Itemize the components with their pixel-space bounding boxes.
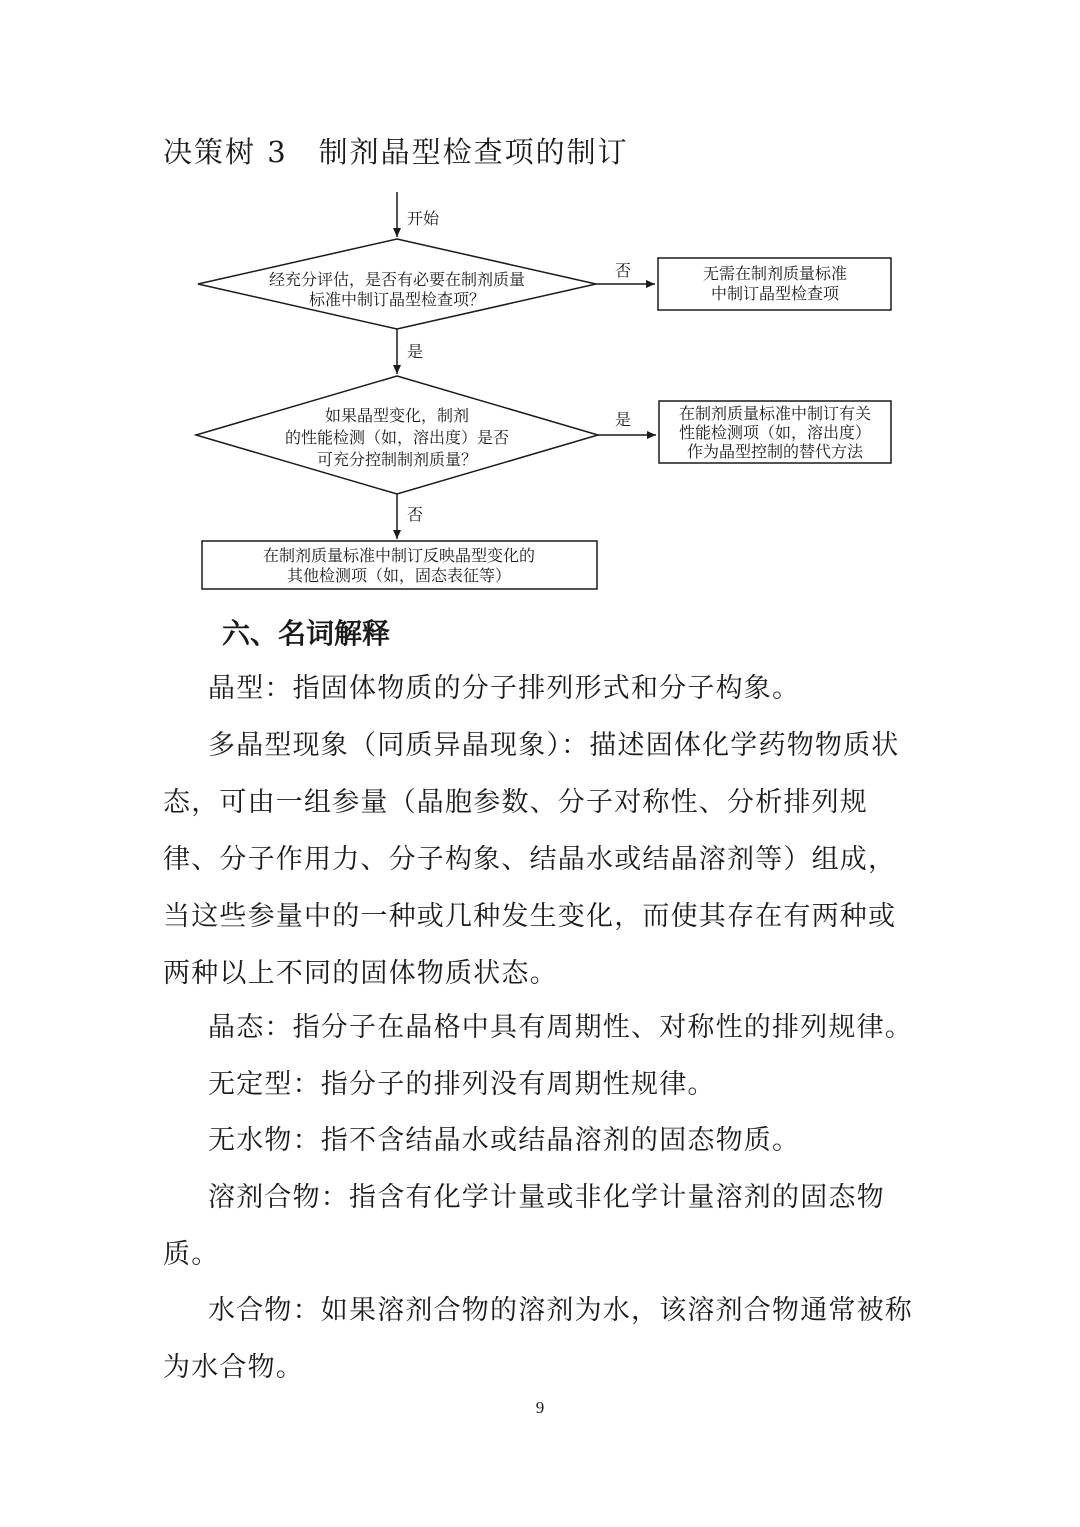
definition-crystalline: 晶态：指分子在晶格中具有周期性、对称性的排列规律。 xyxy=(208,1012,913,1043)
decision-2-line-3: 可充分控制制剂质量？ xyxy=(316,450,478,469)
definition-solvate: 溶剂合物：指含有化学计量或非化学计量溶剂的固态物质。 xyxy=(163,1182,885,1270)
definition-hydrate: 水合物：如果溶剂合物的溶剂为水，该溶剂合物通常被称为水合物。 xyxy=(163,1295,913,1383)
no-need-line-1: 无需在制剂质量标准 xyxy=(702,264,848,283)
definition-polymorphism: 多晶型现象（同质异晶现象）：描述固体化学药物物质状态，可由一组参量（晶胞参数、分子对称性、分析排列规律、分子作用力、分子构象、结晶水或结晶溶剂等）组成，当这些参量中的一种或几种发生变化，而使其存在有两种或两种以上不同的固体物质状态。 xyxy=(163,730,900,989)
decision-2-yes-label: 是 xyxy=(615,410,632,429)
section-heading: 六、名词解释 xyxy=(222,617,391,650)
page-title: 决策树 3 制剂晶型检查项的制订 xyxy=(163,135,629,169)
other-tests-line-1: 在制剂质量标准中制订反映晶型变化的 xyxy=(262,546,536,565)
decision-1-yes-label: 是 xyxy=(407,342,424,361)
alternative-line-3: 作为晶型控制的替代方法 xyxy=(686,442,864,461)
start-label: 开始 xyxy=(407,209,440,228)
definition-amorphous: 无定型：指分子的排列没有周期性规律。 xyxy=(208,1069,716,1100)
decision-2-line-2: 的性能检测（如，溶出度）是否 xyxy=(284,428,510,447)
decision-1-line-2: 标准中制订晶型检查项？ xyxy=(308,290,486,309)
alternative-line-1: 在制剂质量标准中制订有关 xyxy=(678,404,872,423)
decision-2-line-1: 如果晶型变化，制剂 xyxy=(324,406,470,425)
decision-2-no-label: 否 xyxy=(407,505,424,524)
decision-tree-flowchart xyxy=(0,0,1080,600)
decision-1-no-label: 否 xyxy=(615,261,632,280)
definition-crystal-form: 晶型：指固体物质的分子排列形式和分子构象。 xyxy=(208,673,801,704)
page-number: 9 xyxy=(535,1398,545,1417)
decision-1-line-1: 经充分评估，是否有必要在制剂质量 xyxy=(268,270,526,289)
definition-anhydrate: 无水物：指不含结晶水或结晶溶剂的固态物质。 xyxy=(208,1125,801,1156)
alternative-line-2: 性能检测项（如，溶出度） xyxy=(678,423,872,442)
other-tests-line-2: 其他检测项（如，固态表征等） xyxy=(286,566,512,585)
no-need-line-2: 中制订晶型检查项 xyxy=(710,284,840,303)
